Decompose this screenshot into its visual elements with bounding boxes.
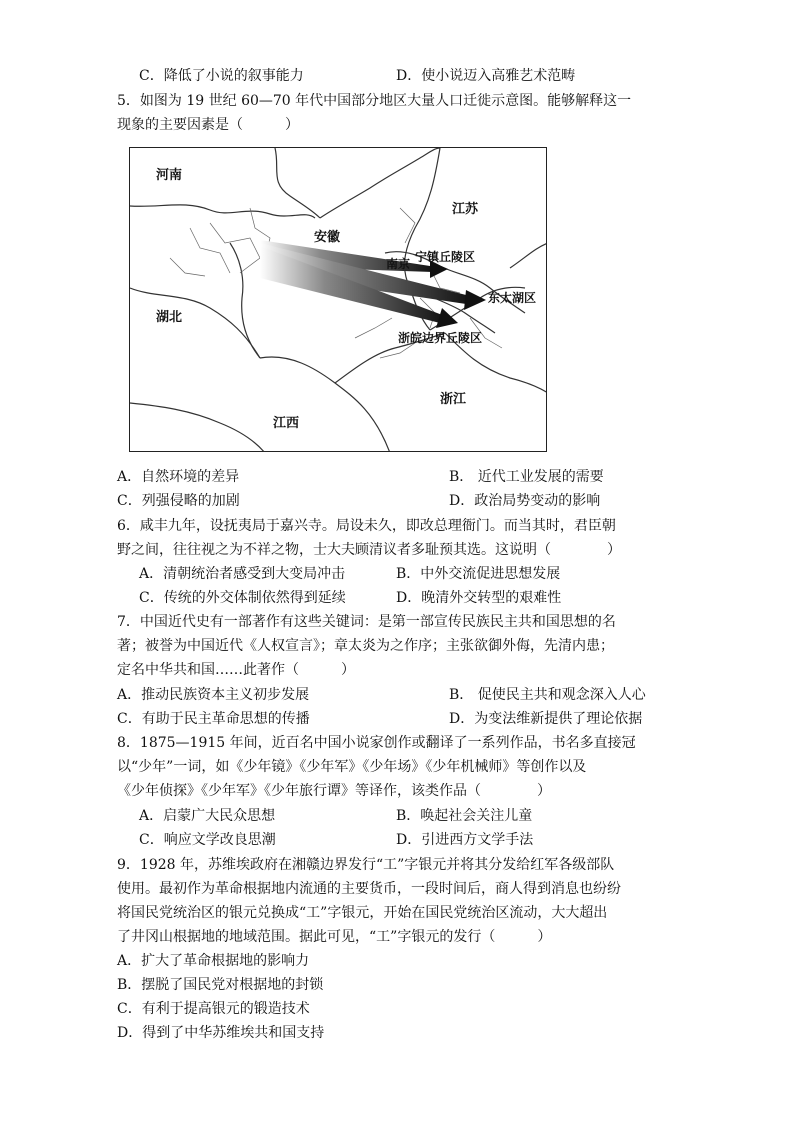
label-zhewan: 浙皖边界丘陵区 — [398, 331, 483, 345]
q5-stem-line1: 5．如图为 19 世纪 60—70 年代中国部分地区大量人口迁徙示意图。能够解释这一 — [117, 93, 632, 109]
q8-option-d: D．引进西方文学手法 — [396, 832, 534, 848]
q7-option-c: C．有助于民主革命思想的传播 — [117, 711, 310, 727]
q6-option-b: B．中外交流促进思想发展 — [396, 566, 561, 582]
q6-stem-line2: 野之间，往往视之为不祥之物，士大夫顾清议者多耻预其选。这说明（ ） — [117, 542, 621, 558]
q9-stem-line2: 使用。最初作为革命根据地内流通的主要货币，一段时间后，商人得到消息也纷纷 — [117, 881, 621, 897]
q5-option-b: B． 近代工业发展的需要 — [449, 469, 604, 485]
label-nanjing: 南京 — [386, 257, 411, 271]
label-anhui: 安徽 — [314, 230, 341, 245]
q9-stem-line4: 了井冈山根据地的地域范围。据此可见，“工”字银元的发行（ ） — [117, 929, 552, 945]
q7-stem-line1: 7．中国近代史有一部著作有这些关键词：是第一部宣传民族民主共和国思想的名 — [117, 614, 616, 630]
q5-option-c: C．列强侵略的加剧 — [117, 493, 240, 509]
label-ningzhen: 宁镇丘陵区 — [415, 250, 476, 264]
q8-option-c: C．响应文学改良思潮 — [139, 832, 276, 848]
q5-option-d: D．政治局势变动的影响 — [449, 493, 601, 509]
q7-option-d: D．为变法维新提供了理论依据 — [449, 711, 643, 727]
q6-stem-line1: 6．咸丰九年，设抚夷局于嘉兴寺。局设未久，即改总理衙门。而当其时，君臣朝 — [117, 518, 616, 534]
q7-option-a: A．推动民族资本主义初步发展 — [117, 687, 310, 703]
map-boundaries — [130, 148, 547, 452]
label-jiangxi: 江西 — [273, 416, 300, 431]
label-henan: 河南 — [156, 168, 183, 183]
label-hubei: 湖北 — [156, 310, 183, 325]
prev-option-c: C．降低了小说的叙事能力 — [139, 68, 304, 84]
q7-option-b: B． 促使民主共和观念深入人心 — [449, 687, 646, 703]
q9-option-c: C．有利于提高银元的锻造技术 — [117, 1001, 310, 1017]
q9-option-a: A．扩大了革命根据地的影响力 — [117, 953, 310, 969]
label-dongtaihu: 东太湖区 — [488, 291, 537, 305]
q5-stem-line2: 现象的主要因素是（ ） — [117, 117, 299, 133]
q7-stem-line2: 著；被誉为中国近代《人权宣言》；章太炎为之作序；主张欲御外侮，先清内患； — [117, 638, 614, 654]
migration-map — [129, 147, 547, 452]
q8-stem-line2: 以“少年”一词，如《少年镜》《少年军》《少年场》《少年机械师》等创作以及 — [117, 759, 587, 775]
q9-stem-line1: 9．1928 年，苏维埃政府在湘赣边界发行“工”字银元并将其分发给红军各级部队 — [117, 857, 615, 873]
q6-option-c: C．传统的外交体制依然得到延续 — [139, 590, 346, 606]
q6-option-d: D．晚清外交转型的艰难性 — [396, 590, 562, 606]
label-zhejiang: 浙江 — [440, 392, 467, 407]
q7-stem-line3: 定名中华共和国……此著作（ ） — [117, 662, 355, 678]
q9-option-d: D．得到了中华苏维埃共和国支持 — [117, 1025, 325, 1041]
q5-option-a: A．自然环境的差异 — [117, 469, 240, 485]
q8-option-b: B．唤起社会关注儿童 — [396, 808, 533, 824]
prev-option-d: D．使小说迈入高雅艺术范畴 — [396, 68, 576, 84]
q8-stem-line3: 《少年侦探》《少年军》《少年旅行谭》等译作，该类作品（ ） — [117, 783, 551, 799]
q9-stem-line3: 将国民党统治区的银元兑换成“工”字银元，开始在国民党统治区流动，大大超出 — [117, 905, 608, 921]
label-jiangsu: 江苏 — [452, 202, 479, 217]
q9-option-b: B．摆脱了国民党对根据地的封锁 — [117, 977, 324, 993]
q6-option-a: A．清朝统治者感受到大变局冲击 — [139, 566, 346, 582]
q8-stem-line1: 8．1875—1915 年间，近百名中国小说家创作或翻译了一系列作品，书名多直接冠 — [117, 735, 636, 751]
q8-option-a: A．启蒙广大民众思想 — [139, 808, 276, 824]
